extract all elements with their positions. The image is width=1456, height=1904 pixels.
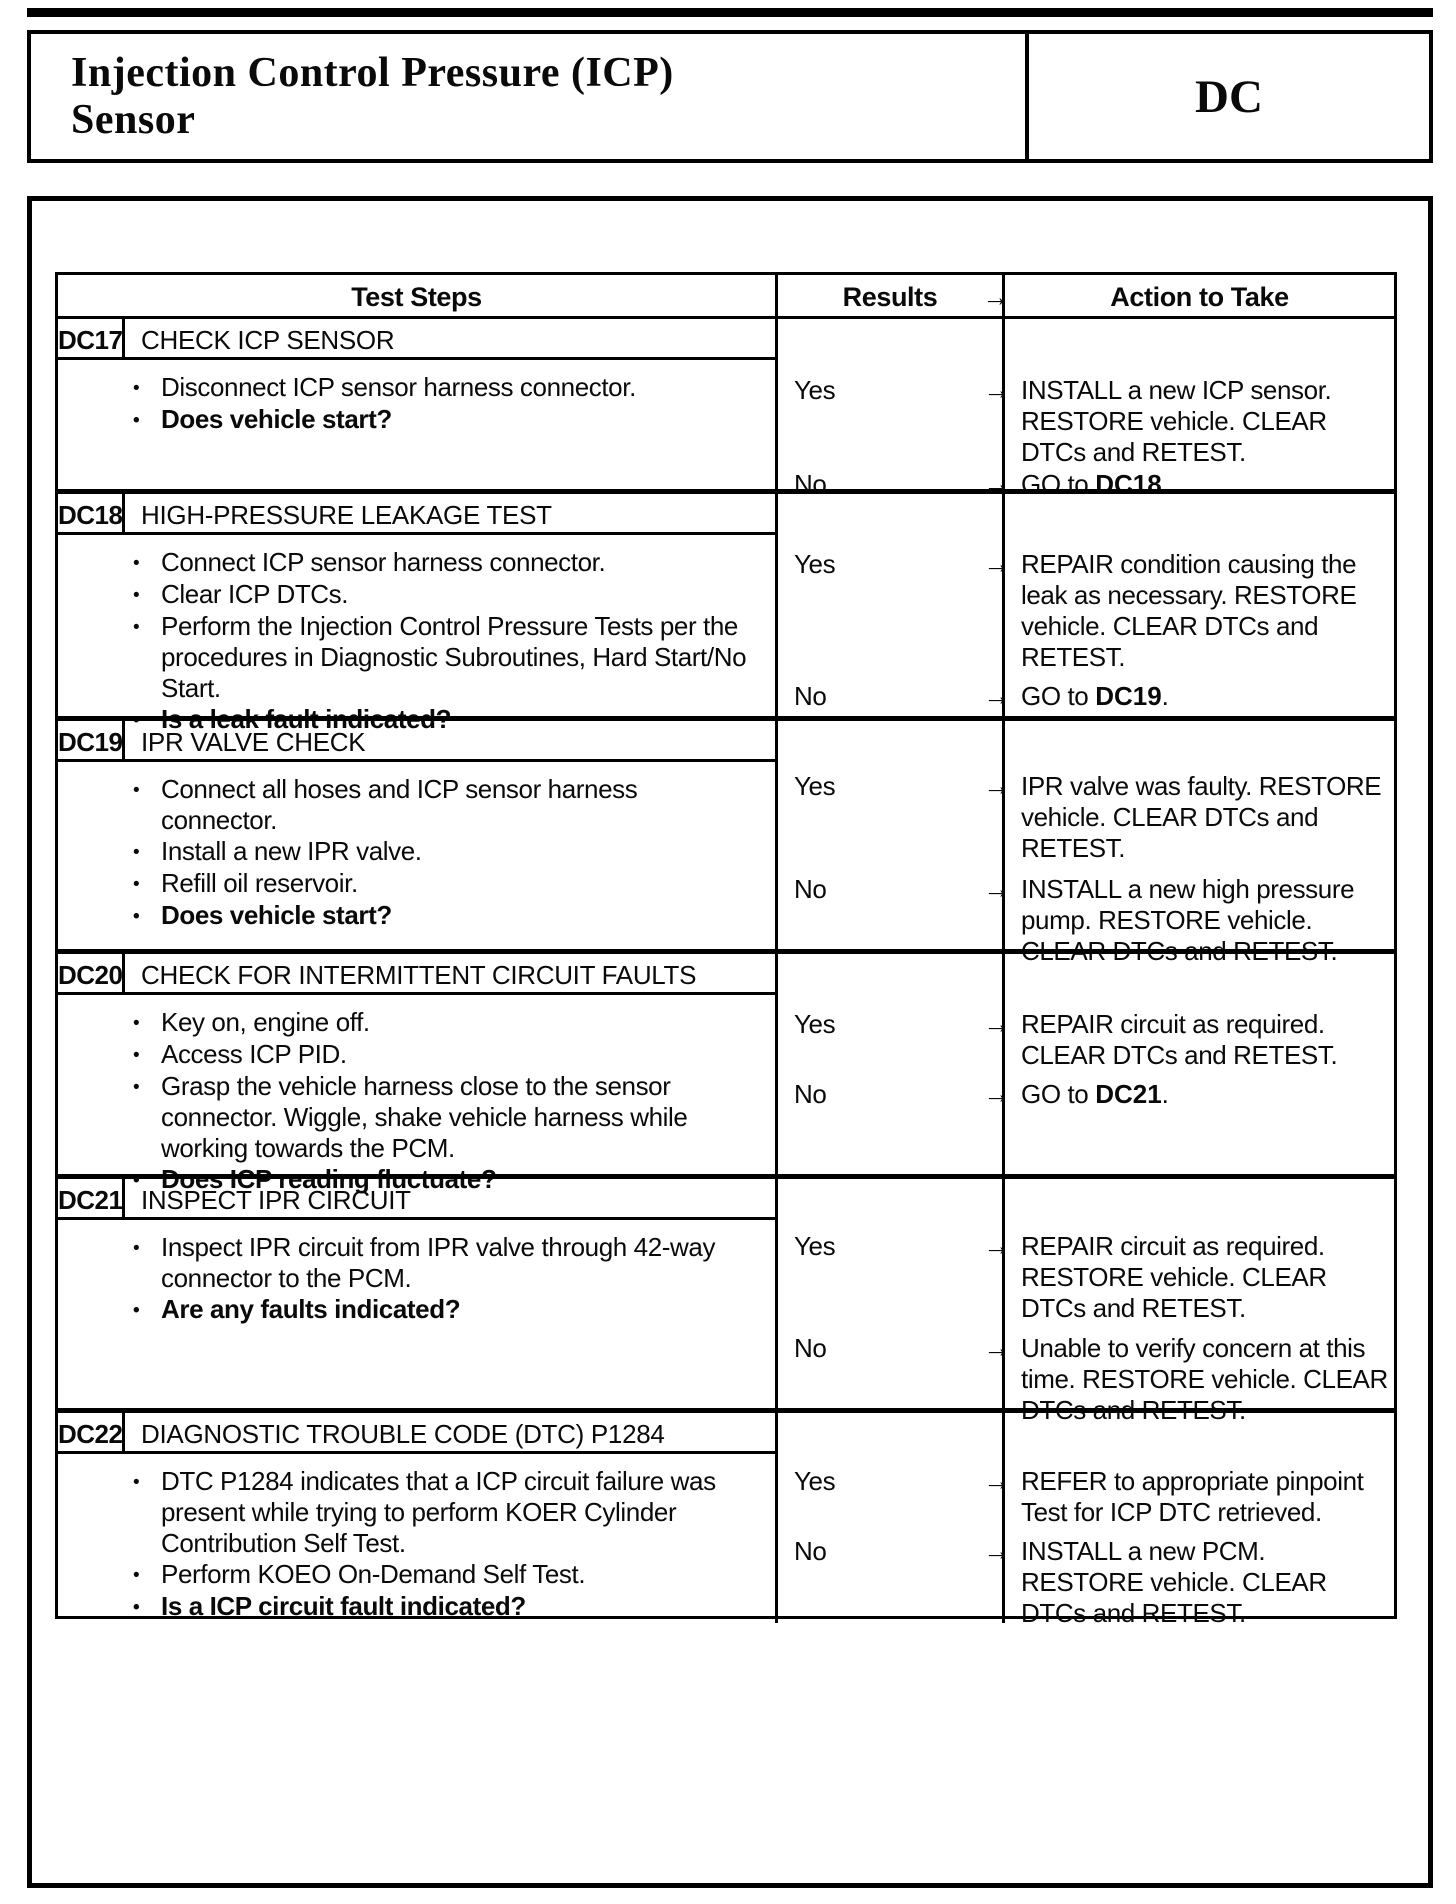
- arrow-icon: →: [982, 282, 1009, 312]
- step-instructions: [58, 360, 775, 489]
- step-item: [133, 611, 750, 704]
- result-label: Yes: [794, 771, 836, 801]
- action-yes: REPAIR condition causing the leak as necessary. RESTORE vehicle. CLEAR DTCs and RETEST.: [1021, 549, 1357, 672]
- bullet-icon: •: [133, 906, 140, 927]
- page-title-line2: Sensor: [71, 97, 196, 143]
- arrow-icon: →: [983, 469, 1010, 499]
- step-item: [133, 404, 750, 436]
- step-text: Does vehicle start?: [161, 900, 392, 930]
- arrow-icon: →: [983, 1333, 1010, 1363]
- result-yes: [778, 375, 1010, 406]
- action-cell: [1005, 1179, 1394, 1425]
- step-text: Refill oil reservoir.: [161, 868, 358, 898]
- result-label: No: [794, 1333, 827, 1363]
- step-item: [133, 1591, 750, 1623]
- step-text: Connect all hoses and ICP sensor harness connector.: [161, 774, 638, 835]
- action-yes: REFER to appropriate pinpoint Test for ICP DTC retrieved.: [1021, 1466, 1364, 1527]
- result-label: Yes: [794, 1231, 836, 1261]
- result-label: Yes: [794, 1009, 836, 1039]
- test-block-dc20: [58, 949, 1394, 1194]
- step-title: HIGH-PRESSURE LEAKAGE TEST: [125, 494, 775, 535]
- action-no: GO to DC21.: [1021, 1079, 1169, 1109]
- bullet-icon: •: [133, 410, 140, 431]
- result-yes: [778, 1231, 1010, 1262]
- step-item: [133, 836, 750, 868]
- arrow-icon: →: [983, 375, 1010, 405]
- step-title: DIAGNOSTIC TROUBLE CODE (DTC) P1284: [125, 1413, 775, 1454]
- test-block-dc21: [58, 1174, 1394, 1425]
- result-label: No: [794, 1079, 827, 1109]
- step-id: DC18: [58, 494, 125, 535]
- step-text: Does vehicle start?: [161, 404, 392, 434]
- step-instructions: [58, 995, 775, 1196]
- bullet-icon: •: [133, 1013, 140, 1034]
- step-instructions: [58, 535, 775, 736]
- bullet-icon: •: [133, 1300, 140, 1321]
- bullet-icon: •: [133, 1565, 140, 1586]
- action-cell: [1005, 954, 1394, 1196]
- bullet-icon: •: [133, 842, 140, 863]
- result-yes: [778, 1009, 1010, 1040]
- step-text: Access ICP PID.: [161, 1039, 347, 1069]
- action-cell: [1005, 319, 1394, 499]
- test-block-dc22: [58, 1408, 1394, 1628]
- test-block-dc19: [58, 716, 1394, 966]
- arrow-icon: →: [983, 874, 1010, 904]
- result-no: [778, 1536, 1010, 1567]
- action-no: GO to DC19.: [1021, 681, 1169, 711]
- step-item: [133, 774, 750, 836]
- step-title: CHECK ICP SENSOR: [125, 319, 775, 360]
- step-text: Perform KOEO On-Demand Self Test.: [161, 1559, 586, 1589]
- section-code: DC: [1025, 34, 1429, 159]
- step-item: [133, 1559, 750, 1591]
- bullet-icon: •: [133, 710, 140, 731]
- action-cell: [1005, 721, 1394, 966]
- result-label: Yes: [794, 1466, 836, 1496]
- step-item: [133, 1466, 750, 1559]
- page-title-line1: Injection Control Pressure (ICP): [71, 50, 674, 96]
- bullet-icon: •: [133, 1077, 140, 1098]
- action-cell: [1005, 1413, 1394, 1628]
- table-header-row: [58, 275, 1394, 319]
- top-rule: [27, 8, 1433, 17]
- step-item: [133, 868, 750, 900]
- step-instructions: [58, 1220, 775, 1408]
- step-text: Grasp the vehicle harness close to the sensor connector. Wiggle, shake vehicle harness while working towards the PCM.: [161, 1071, 688, 1163]
- action-no: GO to DC18.: [1021, 469, 1169, 499]
- results-cell: [775, 494, 1010, 736]
- step-text: Connect ICP sensor harness connector.: [161, 547, 606, 577]
- results-cell: [775, 1179, 1010, 1408]
- bullet-icon: •: [133, 1170, 140, 1191]
- diagnostic-frame: [27, 196, 1433, 1888]
- step-item: [133, 900, 750, 932]
- step-text: Does ICP reading fluctuate?: [161, 1164, 497, 1194]
- step-id: DC21: [58, 1179, 125, 1220]
- step-title: CHECK FOR INTERMITTENT CIRCUIT FAULTS: [125, 954, 775, 995]
- diagnostic-table: [55, 272, 1397, 1628]
- step-text: Is a leak fault indicated?: [161, 704, 452, 734]
- action-no: INSTALL a new PCM. RESTORE vehicle. CLEAR DTCs and RETEST.: [1021, 1536, 1327, 1628]
- bullet-icon: •: [133, 874, 140, 895]
- action-yes: INSTALL a new ICP sensor. RESTORE vehicle. CLEAR DTCs and RETEST.: [1021, 375, 1332, 467]
- bullet-icon: •: [133, 780, 140, 801]
- step-text: DTC P1284 indicates that a ICP circuit failure was present while trying to perform KOER Cylinder Contribution Self Test.: [161, 1466, 716, 1558]
- step-item: [133, 1232, 750, 1294]
- step-text: Is a ICP circuit fault indicated?: [161, 1591, 526, 1621]
- bullet-icon: •: [133, 585, 140, 606]
- results-cell: [775, 1413, 1010, 1623]
- result-no: [778, 681, 1010, 712]
- bullet-icon: •: [133, 617, 140, 638]
- step-id: DC22: [58, 1413, 125, 1454]
- step-item: [133, 1294, 750, 1326]
- action-yes: REPAIR circuit as required. CLEAR DTCs and RETEST.: [1021, 1009, 1338, 1070]
- step-instructions: [58, 762, 775, 949]
- test-block-dc17: [58, 319, 1394, 499]
- step-item: [133, 1007, 750, 1039]
- result-label: No: [794, 469, 827, 499]
- step-title: IPR VALVE CHECK: [125, 721, 775, 762]
- results-cell: [775, 721, 1010, 949]
- result-no: [778, 874, 1010, 905]
- test-block-dc18: [58, 489, 1394, 734]
- page-header: [27, 30, 1433, 163]
- results-cell: [775, 319, 1010, 499]
- results-cell: [775, 954, 1010, 1196]
- arrow-icon: →: [983, 549, 1010, 579]
- page-title: [31, 34, 1025, 159]
- result-yes: [778, 1466, 1010, 1497]
- action-cell: [1005, 494, 1394, 736]
- result-no: [778, 1079, 1010, 1110]
- arrow-icon: →: [983, 771, 1010, 801]
- step-title: INSPECT IPR CIRCUIT: [125, 1179, 775, 1220]
- step-item: [133, 579, 750, 611]
- step-text: Inspect IPR circuit from IPR valve through 42-way connector to the PCM.: [161, 1232, 716, 1293]
- bullet-icon: •: [133, 553, 140, 574]
- arrow-icon: →: [983, 1466, 1010, 1496]
- result-yes: [778, 771, 1010, 802]
- step-text: Are any faults indicated?: [161, 1294, 461, 1324]
- bullet-icon: •: [133, 1238, 140, 1259]
- bullet-icon: •: [133, 1045, 140, 1066]
- step-text: Disconnect ICP sensor harness connector.: [161, 372, 636, 402]
- step-text: Key on, engine off.: [161, 1007, 370, 1037]
- action-no: Unable to verify concern at this time. RESTORE vehicle. CLEAR DTCs and RETEST.: [1021, 1333, 1388, 1425]
- step-id: DC20: [58, 954, 125, 995]
- bullet-icon: •: [133, 378, 140, 399]
- action-no: INSTALL a new high pressure pump. RESTORE vehicle. CLEAR DTCs and RETEST.: [1021, 874, 1355, 966]
- step-instructions: [58, 1454, 775, 1623]
- col-header-action: Action to Take: [1110, 282, 1289, 312]
- action-yes: IPR valve was faulty. RESTORE vehicle. CLEAR DTCs and RETEST.: [1021, 771, 1382, 863]
- step-item: [133, 372, 750, 404]
- result-yes: [778, 549, 1010, 580]
- result-label: No: [794, 874, 827, 904]
- arrow-icon: →: [983, 1009, 1010, 1039]
- result-label: Yes: [794, 549, 836, 579]
- step-text: Install a new IPR valve.: [161, 836, 422, 866]
- step-item: [133, 1071, 750, 1164]
- step-item: [133, 1039, 750, 1071]
- bullet-icon: •: [133, 1472, 140, 1493]
- col-header-results: [775, 275, 1009, 316]
- step-text: Clear ICP DTCs.: [161, 579, 349, 609]
- arrow-icon: →: [983, 681, 1010, 711]
- result-label: No: [794, 681, 827, 711]
- step-text: Perform the Injection Control Pressure Tests per the procedures in Diagnostic Subroutines, Hard Start/No Start.: [161, 611, 747, 703]
- result-no: [778, 1333, 1010, 1364]
- col-header-test-steps: Test Steps: [351, 282, 482, 312]
- step-item: [133, 547, 750, 579]
- arrow-icon: →: [983, 1231, 1010, 1261]
- col-header-results-label: Results: [842, 282, 938, 312]
- arrow-icon: →: [983, 1079, 1010, 1109]
- result-label: Yes: [794, 375, 836, 405]
- step-id: DC19: [58, 721, 125, 762]
- step-id: DC17: [58, 319, 125, 360]
- action-yes: REPAIR circuit as required. RESTORE vehicle. CLEAR DTCs and RETEST.: [1021, 1231, 1327, 1323]
- arrow-icon: →: [983, 1536, 1010, 1566]
- bullet-icon: •: [133, 1597, 140, 1618]
- result-label: No: [794, 1536, 827, 1566]
